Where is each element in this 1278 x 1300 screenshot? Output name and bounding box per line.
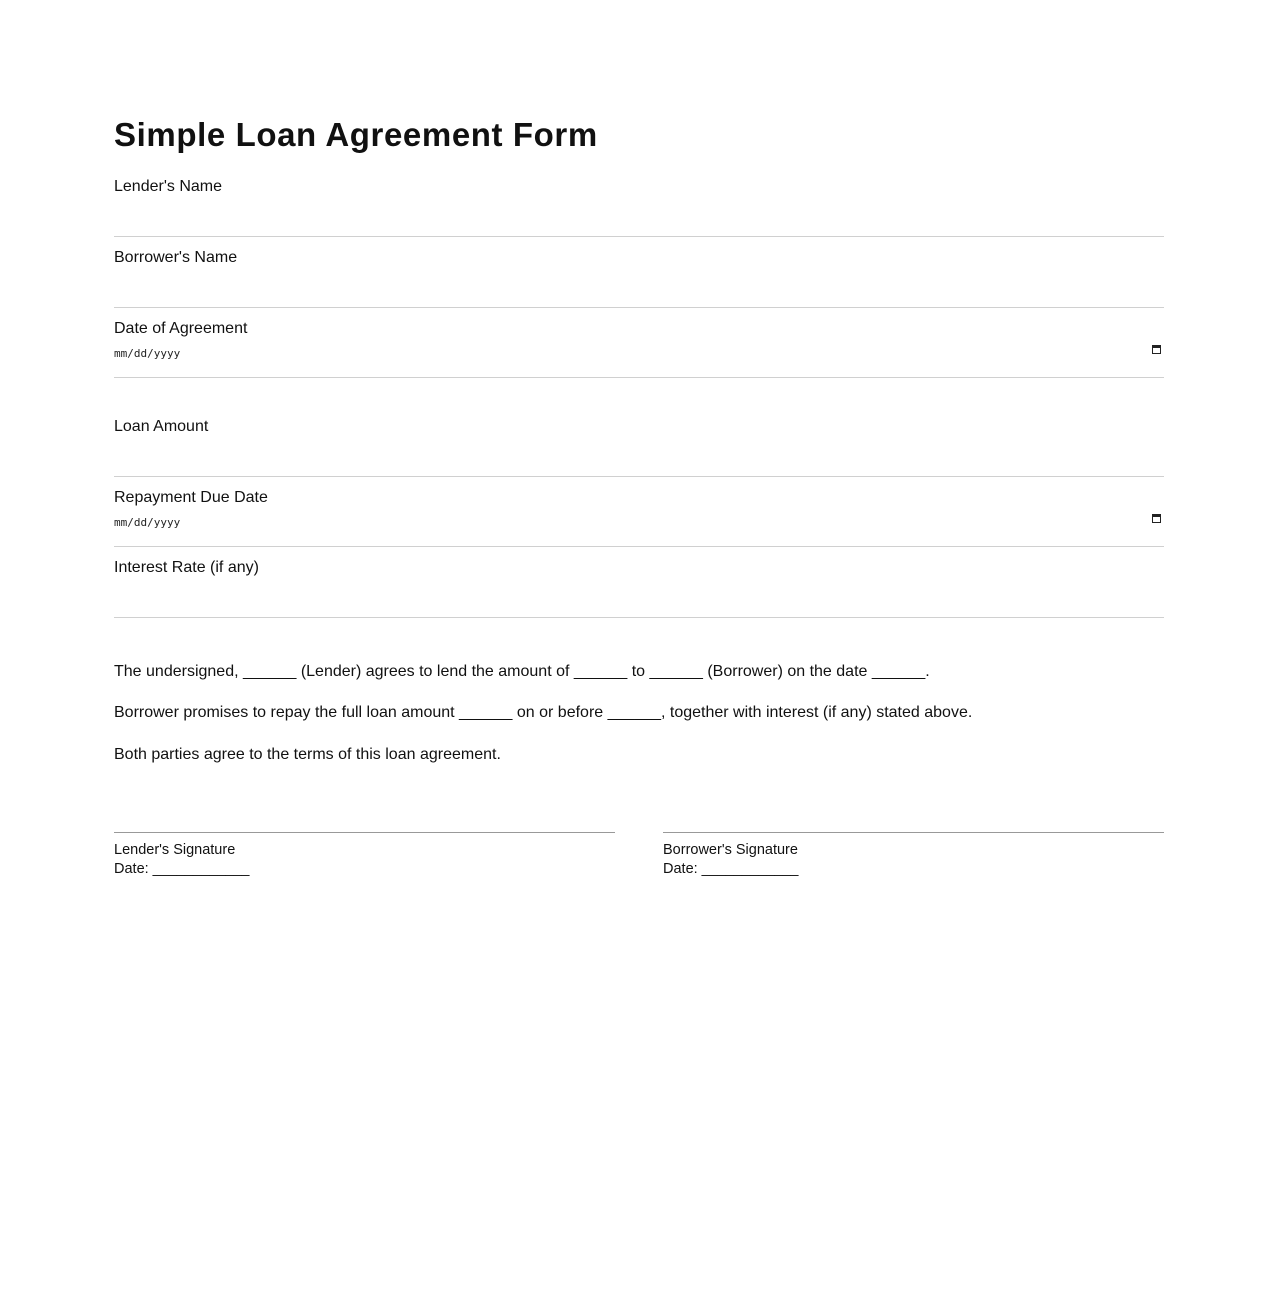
loan-amount-input[interactable] [114,450,1164,472]
lender-signature-block[interactable] [114,832,615,879]
repayment-date-field [114,489,1164,547]
borrower-name-field [114,249,1164,308]
lender-name-input[interactable] [114,210,1164,232]
agreement-date-label: Date of Agreement [114,320,248,337]
lender-signature-date: Date: ____________ [114,861,250,877]
agreement-paragraph: The undersigned, ______ (Lender) agrees to lend the amount of ______ to ______ (Borrower) on the date ______. [114,663,930,680]
agreement-date-input[interactable] [114,344,1164,364]
repayment-date-input[interactable] [114,513,1164,533]
page-title: Simple Loan Agreement Form [114,116,598,153]
repayment-date-label: Repayment Due Date [114,489,268,506]
lender-signature-label: Lender's Signature [114,842,236,858]
loan-amount-label: Loan Amount [114,418,209,435]
loan-amount-field [114,418,1164,477]
date-placeholder: mm/dd/yyyy [114,516,181,529]
terms-paragraph: Both parties agree to the terms of this loan agreement. [114,746,501,763]
borrower-signature-date: Date: ____________ [663,861,799,877]
borrower-name-label: Borrower's Name [114,249,238,266]
date-placeholder: mm/dd/yyyy [114,347,181,360]
calendar-icon[interactable] [1152,345,1161,354]
borrower-signature-label: Borrower's Signature [663,842,798,858]
interest-rate-field [114,559,1164,618]
borrower-name-input[interactable] [114,281,1164,303]
borrower-signature-block[interactable] [663,832,1164,879]
calendar-icon[interactable] [1152,514,1161,523]
lender-name-field [114,178,1164,237]
lender-name-label: Lender's Name [114,178,222,195]
interest-rate-label: Interest Rate (if any) [114,559,259,576]
agreement-date-field [114,320,1164,378]
interest-rate-input[interactable] [114,591,1164,613]
repayment-paragraph: Borrower promises to repay the full loan amount ______ on or before ______, together with interest (if any) stated above. [114,704,973,721]
